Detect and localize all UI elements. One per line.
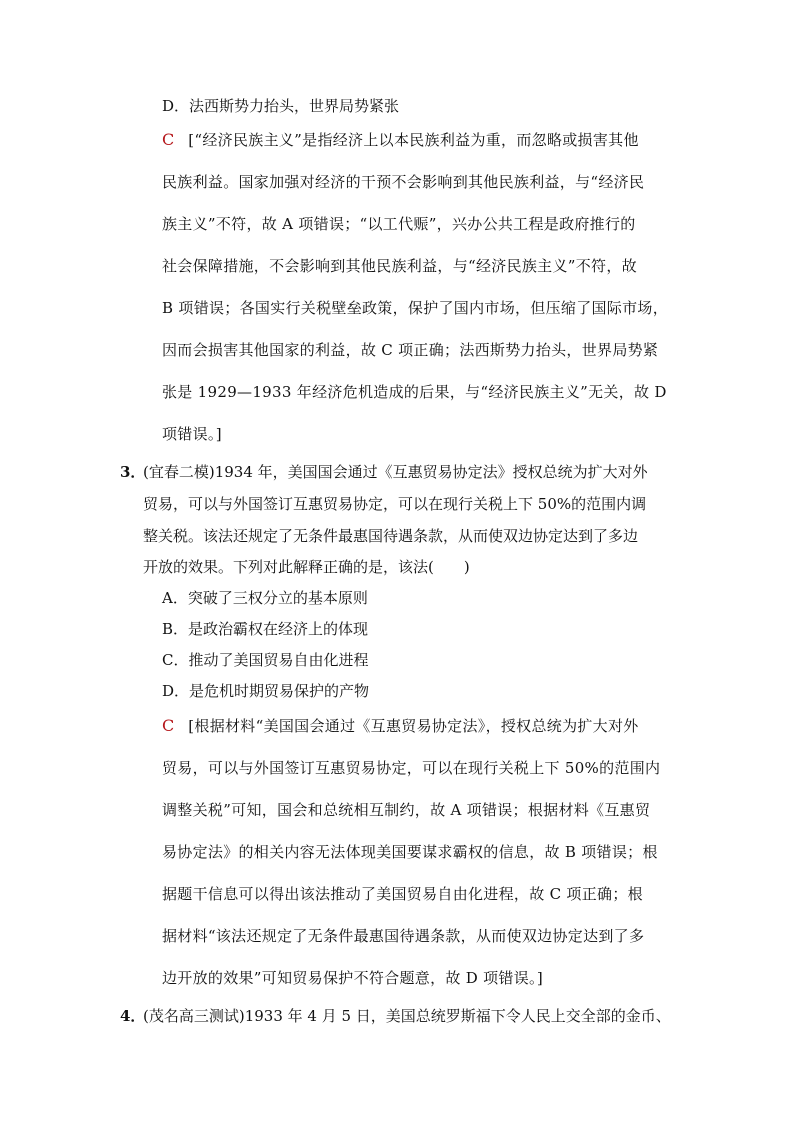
q2-answer-line-4: 社会保障措施，不会影响到其他民族利益，与“经济民族主义”不符，故 [162, 257, 637, 275]
q3-option-c: C．推动了美国贸易自由化进程 [162, 651, 369, 669]
q2-answer-letter: C [162, 130, 175, 149]
q3-answer-line-1 [162, 716, 639, 736]
q3-option-a: A．突破了三权分立的基本原则 [162, 589, 368, 607]
q2-option-d: D．法西斯势力抬头，世界局势紧张 [162, 97, 400, 115]
q2-answer-line-5: B 项错误；各国实行关税壁垒政策，保护了国内市场，但压缩了国际市场， [162, 299, 668, 317]
q2-answer-line-7: 张是 1929—1933 年经济危机造成的后果，与“经济民族主义”无关，故 D [162, 383, 667, 401]
q3-answer-text: [根据材料“美国国会通过《互惠贸易协定法》，授权总统为扩大对外 [188, 717, 639, 735]
q3-answer-letter: C [162, 716, 175, 735]
q3-answer-line-7: 边开放的效果”可知贸易保护不符合题意，故 D 项错误。] [162, 969, 543, 987]
q3-stem-line-3: 整关税。该法还规定了无条件最惠国待遇条款，从而使双边协定达到了多边 [143, 527, 639, 545]
q4-number: 4． [120, 1007, 146, 1025]
q3-answer-line-5: 据题干信息可以得出该法推动了美国贸易自由化进程，故 C 项正确；根 [162, 885, 643, 903]
q3-number: 3． [120, 463, 146, 481]
q2-answer-line-3: 族主义”不符，故 A 项错误；“以工代赈”，兴办公共工程是政府推行的 [162, 215, 636, 233]
q2-answer-line-2: 民族利益。国家加强对经济的干预不会影响到其他民族利益，与“经济民 [162, 173, 645, 191]
q4-stem-line-1: (茂名高三测试)1933 年 4 月 5 日，美国总统罗斯福下令人民上交全部的金币、 [143, 1007, 671, 1025]
q2-answer-text: [“经济民族主义”是指经济上以本民族利益为重，而忽略或损害其他 [188, 131, 639, 149]
q3-stem-line-4: 开放的效果。下列对此解释正确的是，该法( ) [143, 558, 470, 576]
q3-stem-line-1: (宜春二模)1934 年，美国国会通过《互惠贸易协定法》授权总统为扩大对外 [143, 463, 648, 481]
q3-answer-line-2: 贸易，可以与外国签订互惠贸易协定，可以在现行关税上下 50%的范围内 [162, 759, 661, 777]
q2-answer-line-8: 项错误。] [162, 425, 222, 443]
q3-answer-line-3: 调整关税”可知，国会和总统相互制约，故 A 项错误；根据材料《互惠贸 [162, 801, 651, 819]
q3-stem-line-2: 贸易，可以与外国签订互惠贸易协定，可以在现行关税上下 50%的范围内调 [143, 495, 647, 513]
q3-option-b: B．是政治霸权在经济上的体现 [162, 620, 369, 638]
q3-answer-line-6: 据材料“该法还规定了无条件最惠国待遇条款，从而使双边协定达到了多 [162, 927, 645, 945]
q3-answer-line-4: 易协定法》的相关内容无法体现美国要谋求霸权的信息，故 B 项错误；根 [162, 843, 658, 861]
q2-answer-line-1 [162, 130, 639, 150]
q3-option-d: D．是危机时期贸易保护的产物 [162, 682, 370, 700]
q2-answer-line-6: 因而会损害其他国家的利益，故 C 项正确；法西斯势力抬头，世界局势紧 [162, 341, 659, 359]
